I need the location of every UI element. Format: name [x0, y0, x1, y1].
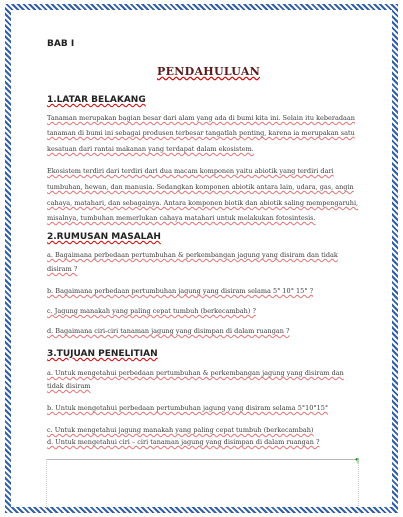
- next-page-preview: [46, 459, 359, 508]
- list-item-continued: disiram ?: [47, 265, 78, 273]
- list-item: b. Bagaimana perbedaan pertumbuhan jagung yang disiram selama 5° 10° 15° ?: [47, 287, 314, 295]
- paragraph-line: misalnya, tumbuhan memerlukan cahaya matahari untuk melakukan fotosintesis.: [47, 214, 316, 222]
- paragraph-line: tumbuhan, hewan, dan manusia. Sedangkan komponen abiotik antara lain, udara, gas, angin: [47, 183, 354, 191]
- list-item: d. Untuk mengetahui ciri – ciri tanaman jagung yang disimpan di dalam ruangan ?: [47, 438, 320, 446]
- paragraph-line: Ekosistem terdiri dari terdiri dari dua macam komponen yaitu abiotik yang terdiri dari: [47, 167, 334, 175]
- list-item: c. Untuk mengetahui jagung manakah yang paling cepat tumbuh (berkecambah): [47, 426, 314, 434]
- section-heading-latar-belakang: 1.LATAR BELAKANG: [47, 95, 146, 105]
- list-item: b. Untuk mengetahui perbedaan pertumbuhan jagung yang disiram selama 5°10°15°: [47, 404, 329, 412]
- list-item: a. Bagaimana perbedaan pertumbuhan & perkembangan jagung yang disiram dan tidak: [47, 251, 338, 259]
- paragraph-line: tanaman di bumi ini sebagai produsen terbesar tangatlah penting, karena ia merupakan satu: [47, 129, 355, 137]
- list-item: a. Untuk mengetahui perbedaan pertumbuhan & perkembangan jagung yang disiram dan: [47, 369, 344, 377]
- page-title: PENDAHULUAN: [157, 65, 261, 78]
- list-item-continued: tidak disiram: [47, 382, 91, 390]
- paragraph-line: cahaya, matahari, dan sebagainya. Antara komponen biotik dan abiotik saling mempengaruhi,: [47, 199, 359, 207]
- paragraph-line: kesatuan dari rantai makanan yang terdapat dalam ekosistem.: [47, 145, 254, 153]
- section-heading-rumusan-masalah: 2.RUMUSAN MASALAH: [47, 232, 161, 242]
- section-heading-tujuan-penelitian: 3.TUJUAN PENELITIAN: [47, 349, 158, 359]
- list-item: c. Jagung manakah yang paling cepat tumbuh (berkecambah) ?: [47, 307, 256, 315]
- paragraph-line: Tanaman merupakan bagian besar dari alam yang ada di bumi kita ini. Selain itu keberadaan: [47, 114, 355, 122]
- chapter-label: BAB I: [47, 39, 75, 49]
- list-item: d. Bagaimana ciri-ciri tanaman jagung yang disimpan di dalam ruangan ?: [47, 327, 290, 335]
- paragraph-mark: ¶: [355, 458, 359, 465]
